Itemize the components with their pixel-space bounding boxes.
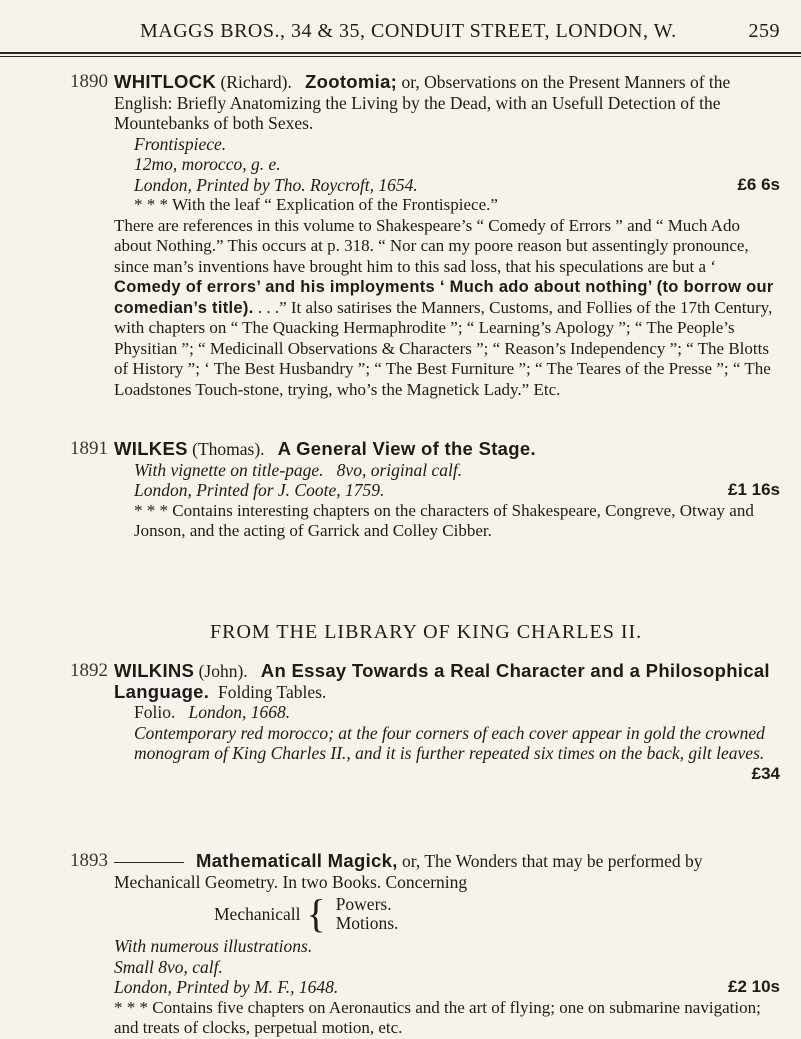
book-title: Zootomia; <box>305 71 398 92</box>
imprint-row <box>114 175 780 196</box>
author-forename: (Thomas). <box>192 439 265 459</box>
book-title-rest: or, The Wonders that may be performed by Mechanicall Geometry. In two Books. Concerning <box>114 851 703 892</box>
format-imprint <box>114 702 780 723</box>
imprint-row <box>114 480 780 501</box>
book-title: An Essay Towards a Real Character and a Philosophical Language. <box>114 660 770 702</box>
price-row <box>114 764 780 785</box>
brace-item: Powers. <box>335 894 392 914</box>
author-name: WILKES <box>114 438 188 459</box>
header-rule-thin <box>0 56 801 57</box>
author-forename: (John). <box>198 661 248 681</box>
description-text-b: . . .” It also satirises the Manners, Customs, and Follies of the 17th Century, with chapters on “ The Quacking Hermaphrodite ”; “ Learning’s Apology ”; “ The People’s Physitian ”; “ Medicinall Observations & Characters ”; “ Reason’s Independency ”; “ The Blotts of History ”; ‘ The Best Husbandry ”; “ The Best Furniture ”; “ The Teares of the Presse ”; “ The Loadstones Touch-stone, trying, who’s the Magnetick Lady.” Etc. <box>114 297 773 399</box>
imprint: London, 1668. <box>188 702 291 722</box>
publisher-line: MAGGS BROS., 34 & 35, CONDUIT STREET, LONDON, W. <box>140 20 677 42</box>
catalogue-entry <box>70 851 780 1039</box>
lot-number: 1890 <box>70 71 108 92</box>
imprint: London, Printed by M. F., 1648. <box>114 977 339 997</box>
lot-number: 1891 <box>70 438 108 459</box>
plates-note: Folding Tables. <box>217 681 327 702</box>
imprint-row <box>114 977 780 998</box>
vignette-note: With vignette on title-page. <box>134 459 324 480</box>
author-name: WHITLOCK <box>114 71 217 92</box>
format-binding: Small 8vo, calf. <box>114 956 223 977</box>
description-note <box>114 216 780 401</box>
contents-brace <box>114 891 780 936</box>
description-note: * * * Contains interesting chapters on the characters of Shakespeare, Congreve, Otway and Jonson, and the acting of Garrick and Colley Cibber. <box>134 500 754 540</box>
price: £2 10s <box>728 977 780 996</box>
format-binding: 12mo, morocco, g. e. <box>134 154 281 174</box>
header-rule <box>0 52 801 54</box>
book-title: Mathematicall Magick, <box>196 850 398 871</box>
book-title: A General View of the Stage. <box>277 438 536 459</box>
section-heading: FROM THE LIBRARY OF KING CHARLES II. <box>210 621 643 643</box>
price: £34 <box>751 763 780 783</box>
description-note: * * * Contains five chapters on Aeronautics and the art of flying; one on submarine navigation; and treats of clocks, perpetual motion, etc. <box>114 997 761 1037</box>
description-text-bold: Comedy of errors’ and his imployments ‘ Much ado about nothing’ (to borrow our comedian’s title). <box>114 278 774 317</box>
catalogue-entry <box>70 439 780 542</box>
price: £6 6s <box>737 174 780 194</box>
illustration-note <box>114 460 780 481</box>
ditto-dash <box>114 862 184 863</box>
illustration-note: With numerous illustrations. <box>114 936 313 956</box>
collation-note: * * * With the leaf “ Explication of the Frontispiece.” <box>134 195 498 214</box>
format-binding: 8vo, original calf. <box>336 459 463 480</box>
brace-label: Mechanicall <box>214 903 301 924</box>
imprint: London, Printed by Tho. Roycroft, 1654. <box>134 174 418 195</box>
description-text-a: There are references in this volume to Shakespeare’s “ Comedy of Errors ” and “ Much Ado about Nothing.” This occurs at p. 318. “ Nor can my poore reason but assentingly pronounce, since man’s inventions have brought him to this sad loss, that his speculations are but a ‘ <box>114 215 749 276</box>
imprint: London, Printed for J. Coote, 1759. <box>134 480 385 500</box>
author-name: WILKINS <box>114 660 195 681</box>
page-number: 259 <box>748 20 780 42</box>
brace-glyph: { <box>306 891 326 936</box>
lot-number: 1893 <box>70 850 108 871</box>
illustration-note: Frontispiece. <box>134 133 227 154</box>
author-forename: (Richard). <box>220 72 292 92</box>
catalogue-entry <box>70 661 780 784</box>
catalogue-entry <box>70 72 780 400</box>
brace-item: Motions. <box>335 913 399 933</box>
lot-number: 1892 <box>70 660 108 681</box>
format-binding: Folio. <box>134 702 176 722</box>
running-header <box>140 20 780 43</box>
book-title-rest: or, Observations on the Present Manners of the English: Briefly Anatomizing the Living by the Dead, with an Usefull Detection of the Mountebanks of both Sexes. <box>114 72 731 133</box>
binding-text: Contemporary red morocco; at the four corners of each cover appear in gold the crowned monogram of King Charles II., and it is further repeated six times on the back, gilt leaves. <box>134 722 765 763</box>
binding-note <box>114 723 780 764</box>
price: £1 16s <box>728 480 780 499</box>
